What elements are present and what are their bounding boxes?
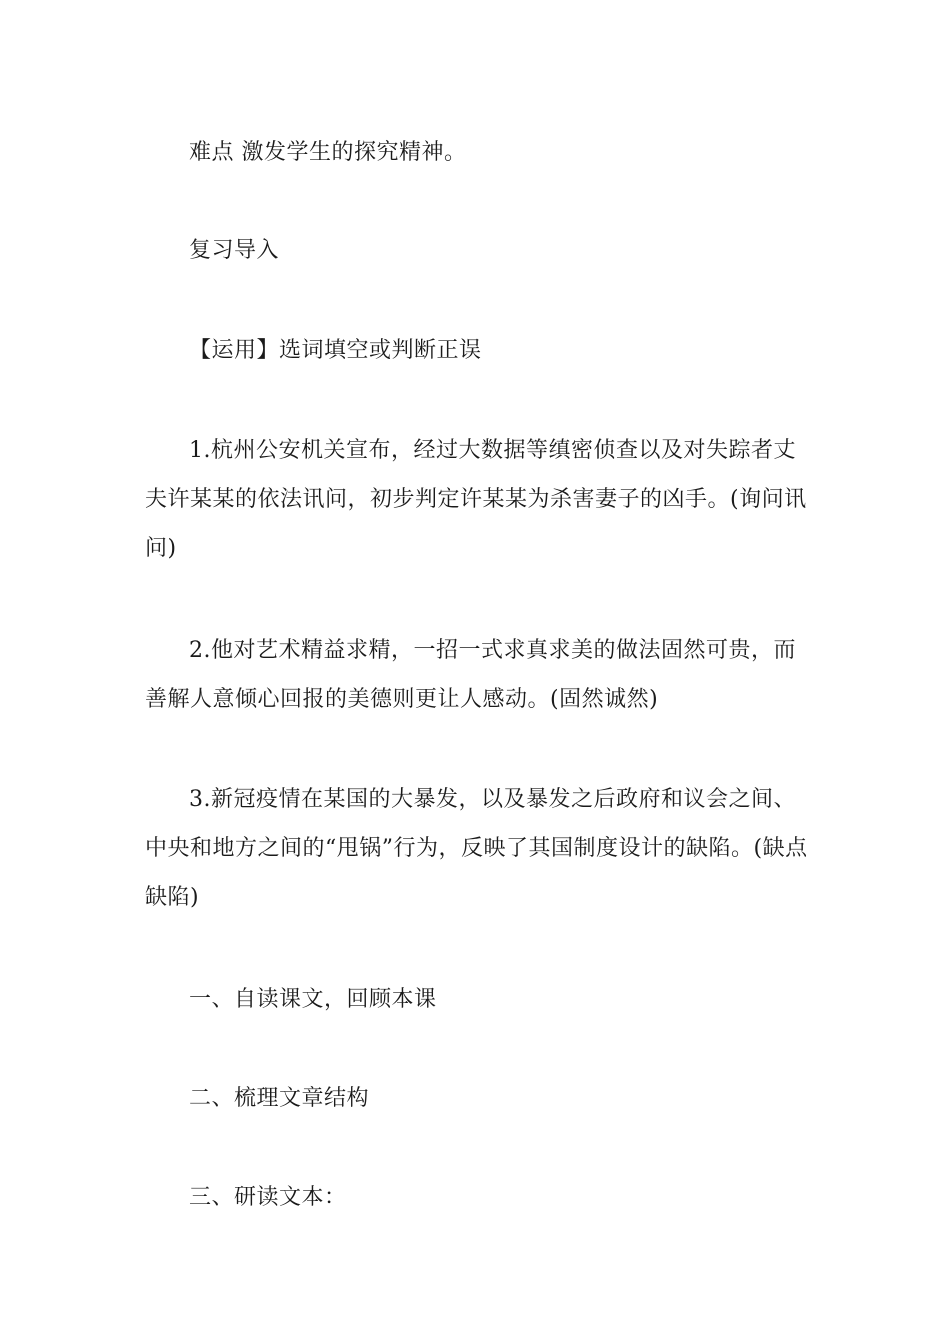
exercise-item-1: 1.杭州公安机关宣布，经过大数据等缜密侦查以及对失踪者丈夫许某某的依法讯问，初步判定许某某为杀害妻子的凶手。(询问讯问) — [145, 438, 807, 561]
review-intro-heading: 复习导入 — [189, 238, 280, 263]
section-heading-2: 二、梳理文章结构 — [189, 1086, 370, 1111]
section-heading-1: 一、自读课文，回顾本课 — [189, 987, 437, 1012]
section-heading-3: 三、研读文本： — [189, 1185, 347, 1210]
exercise-item-3: 3.新冠疫情在某国的大暴发，以及暴发之后政府和议会之间、中央和地方之间的“甩锅”行为，反映了其国制度设计的缺陷。(缺点缺陷) — [145, 787, 808, 910]
exercise-item-2: 2.他对艺术精益求精，一招一式求真求美的做法固然可贵，而善解人意倾心回报的美德则更让人感动。(固然诚然) — [145, 638, 796, 712]
difficulty-paragraph: 难点 激发学生的探究精神。 — [189, 140, 467, 165]
exercise-heading: 【运用】选词填空或判断正误 — [189, 338, 482, 363]
